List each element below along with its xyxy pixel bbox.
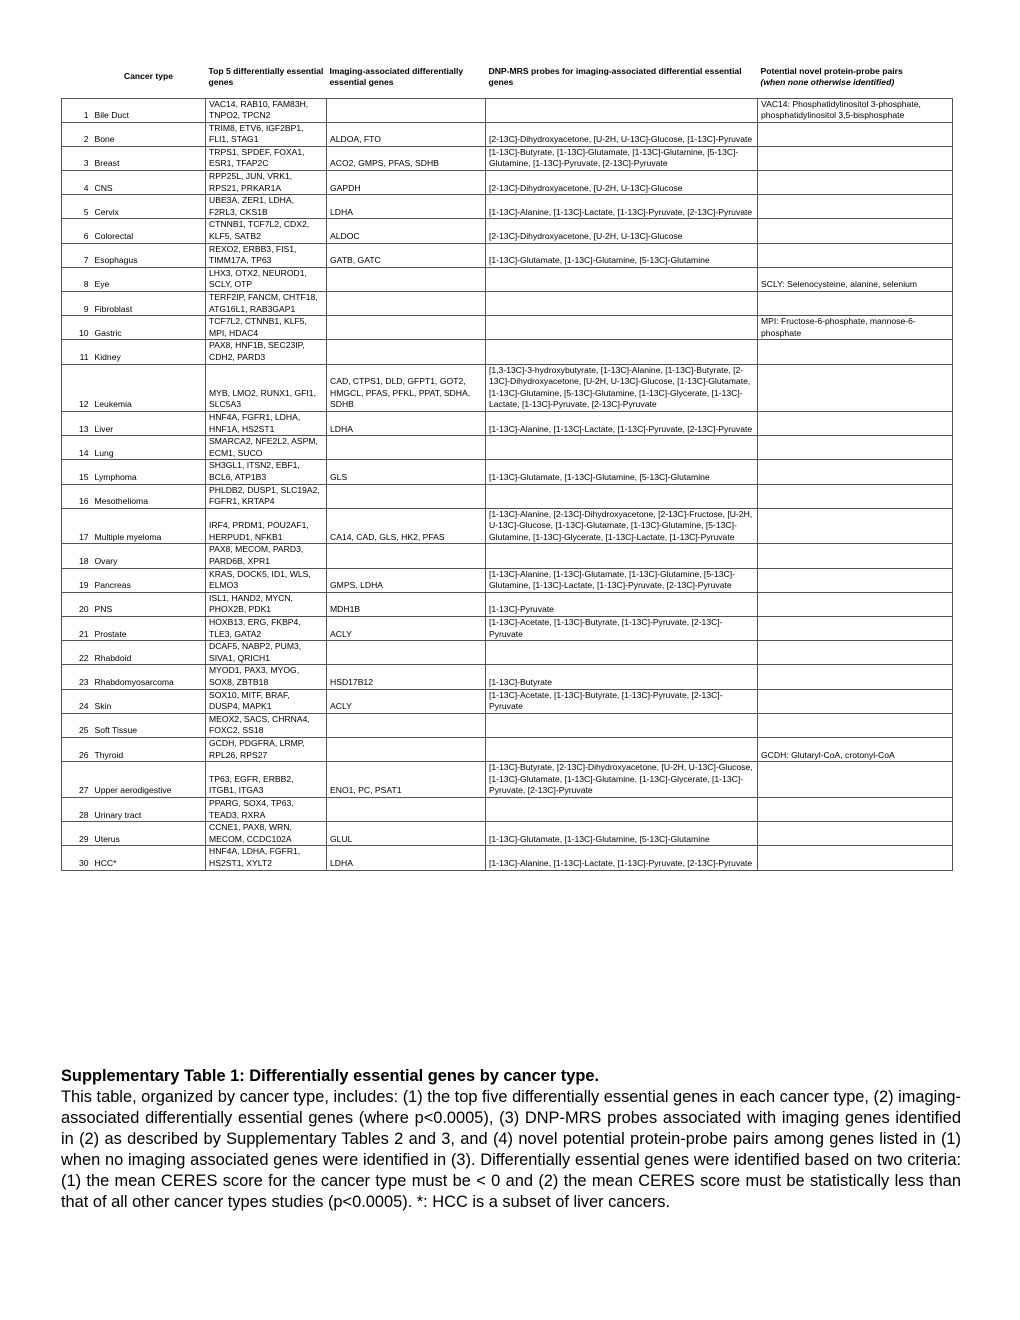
row-imaging-genes — [327, 713, 486, 737]
row-number: 21 — [62, 617, 92, 641]
row-top5-genes: TRPS1, SPDEF, FOXA1, ESR1, TFAP2C — [206, 146, 327, 170]
row-probes: [1-13C]-Glutamate, [1-13C]-Glutamine, [5-13C]-Glutamine — [486, 460, 758, 484]
row-top5-genes: UBE3A, ZER1, LDHA, F2RL3, CKS1B — [206, 195, 327, 219]
row-top5-genes: DCAF5, NABP2, PUM3, SIVA1, QRICH1 — [206, 641, 327, 665]
row-number: 25 — [62, 713, 92, 737]
row-imaging-genes: LDHA — [327, 195, 486, 219]
row-probes: [1,3-13C]-3-hydroxybutyrate, [1-13C]-Alanine, [1-13C]-Butyrate, [2-13C]-Dihydroxyacetone, [U-2H, U-13C]-Glucose, [1-13C]-Glutamate, [1-13C]-Glutamine, [5-13C]-Glutamine, [1-13C]-Glycerate, [1-13C]-Lactate, [1-13C]-Pyruvate, [2-13C]-Pyruvate — [486, 364, 758, 411]
row-cancer-type: CNS — [92, 171, 206, 195]
row-cancer-type: PNS — [92, 592, 206, 616]
row-number: 24 — [62, 689, 92, 713]
row-protein-probe-pairs — [758, 797, 953, 821]
row-probes: [1-13C]-Glutamate, [1-13C]-Glutamine, [5-13C]-Glutamine — [486, 243, 758, 267]
row-top5-genes: IRF4, PRDM1, POU2AF1, HERPUD1, NFKB1 — [206, 508, 327, 544]
row-top5-genes: CTNNB1, TCF7L2, CDX2, KLF5, SATB2 — [206, 219, 327, 243]
table-row — [62, 267, 953, 291]
row-protein-probe-pairs — [758, 340, 953, 364]
row-cancer-type: Fibroblast — [92, 292, 206, 316]
row-protein-probe-pairs — [758, 243, 953, 267]
table-row — [62, 171, 953, 195]
row-cancer-type: Urinary tract — [92, 797, 206, 821]
row-number: 13 — [62, 411, 92, 435]
row-probes: [1-13C]-Alanine, [1-13C]-Lactate, [1-13C]-Pyruvate, [2-13C]-Pyruvate — [486, 195, 758, 219]
row-top5-genes: SOX10, MITF, BRAF, DUSP4, MAPK1 — [206, 689, 327, 713]
table-row — [62, 146, 953, 170]
row-imaging-genes — [327, 340, 486, 364]
row-imaging-genes — [327, 797, 486, 821]
header-probes: DNP-MRS probes for imaging-associated differential essential genes — [488, 65, 742, 87]
row-cancer-type: Upper aerodigestive — [92, 762, 206, 798]
row-cancer-type: Leukemia — [92, 364, 206, 411]
row-top5-genes: MYB, LMO2, RUNX1, GFI1, SLC5A3 — [206, 364, 327, 411]
row-protein-probe-pairs — [758, 364, 953, 411]
row-top5-genes: PHLDB2, DUSP1, SLC19A2, FGFR1, KRTAP4 — [206, 484, 327, 508]
table-row — [62, 846, 953, 870]
row-number: 27 — [62, 762, 92, 798]
row-top5-genes: VAC14, RAB10, FAM83H, TNPO2, TPCN2 — [206, 98, 327, 122]
table-row — [62, 508, 953, 544]
row-protein-probe-pairs — [758, 292, 953, 316]
row-number: 5 — [62, 195, 92, 219]
row-protein-probe-pairs — [758, 641, 953, 665]
row-imaging-genes: LDHA — [327, 846, 486, 870]
row-probes: [1-13C]-Butyrate, [2-13C]-Dihydroxyacetone, [U-2H, U-13C]-Glucose, [1-13C]-Glutamate, [1-13C]-Glutamine, [1-13C]-Glycerate, [1-13C]-Pyruvate, [2-13C]-Pyruvate — [486, 762, 758, 798]
row-imaging-genes: LDHA — [327, 411, 486, 435]
row-cancer-type: Lung — [92, 436, 206, 460]
row-imaging-genes: ALDOC — [327, 219, 486, 243]
row-top5-genes: TCF7L2, CTNNB1, KLF5, MPI, HDAC4 — [206, 316, 327, 340]
table-row — [62, 436, 953, 460]
row-protein-probe-pairs — [758, 689, 953, 713]
row-number: 3 — [62, 146, 92, 170]
header-number — [62, 58, 92, 98]
row-cancer-type: Mesothelioma — [92, 484, 206, 508]
table-row — [62, 617, 953, 641]
row-probes — [486, 98, 758, 122]
table-row — [62, 460, 953, 484]
row-protein-probe-pairs — [758, 592, 953, 616]
row-imaging-genes: GLUL — [327, 822, 486, 846]
table-row — [62, 122, 953, 146]
row-number: 2 — [62, 122, 92, 146]
table-row — [62, 544, 953, 568]
row-protein-probe-pairs — [758, 617, 953, 641]
row-probes — [486, 713, 758, 737]
row-top5-genes: RPP25L, JUN, VRK1, RPS21, PRKAR1A — [206, 171, 327, 195]
row-top5-genes: GCDH, PDGFRA, LRMP, RPL26, RPS27 — [206, 737, 327, 761]
row-probes — [486, 797, 758, 821]
row-probes: [1-13C]-Glutamate, [1-13C]-Glutamine, [5-13C]-Glutamine — [486, 822, 758, 846]
row-top5-genes: REXO2, ERBB3, FIS1, TIMM17A, TP63 — [206, 243, 327, 267]
row-cancer-type: Ovary — [92, 544, 206, 568]
row-number: 30 — [62, 846, 92, 870]
row-number: 11 — [62, 340, 92, 364]
row-protein-probe-pairs — [758, 508, 953, 544]
row-cancer-type: Bone — [92, 122, 206, 146]
row-cancer-type: Lymphoma — [92, 460, 206, 484]
row-top5-genes: PPARG, SOX4, TP63, TEAD3, RXRA — [206, 797, 327, 821]
row-top5-genes: SMARCA2, NFE2L2, ASPM, ECM1, SUCO — [206, 436, 327, 460]
row-probes: [2-13C]-Dihydroxyacetone, [U-2H, U-13C]-Glucose — [486, 219, 758, 243]
row-probes — [486, 737, 758, 761]
table-row — [62, 411, 953, 435]
row-imaging-genes: ACLY — [327, 689, 486, 713]
row-imaging-genes: ALDOA, FTO — [327, 122, 486, 146]
table-row — [62, 641, 953, 665]
row-cancer-type: Skin — [92, 689, 206, 713]
row-cancer-type: Cervix — [92, 195, 206, 219]
row-top5-genes: ISL1, HAND2, MYCN, PHOX2B, PDK1 — [206, 592, 327, 616]
row-protein-probe-pairs — [758, 122, 953, 146]
row-probes: [1-13C]-Alanine, [2-13C]-Dihydroxyacetone, [2-13C]-Fructose, [U-2H, U-13C]-Glucose, [1-13C]-Glutamate, [1-13C]-Glutamine, [5-13C]-Glutamine, [1-13C]-Glycerate, [1-13C]-Lactate, [1-13C]-Pyruvate — [486, 508, 758, 544]
row-number: 16 — [62, 484, 92, 508]
row-probes — [486, 544, 758, 568]
row-imaging-genes: CA14, CAD, GLS, HK2, PFAS — [327, 508, 486, 544]
row-probes: [1-13C]-Acetate, [1-13C]-Butyrate, [1-13C]-Pyruvate, [2-13C]-Pyruvate — [486, 689, 758, 713]
row-cancer-type: Pancreas — [92, 568, 206, 592]
row-protein-probe-pairs — [758, 146, 953, 170]
row-probes — [486, 292, 758, 316]
row-protein-probe-pairs — [758, 484, 953, 508]
row-top5-genes: MEOX2, SACS, CHRNA4, FOXC2, SS18 — [206, 713, 327, 737]
header-pairs-label: Potential novel protein-probe pairs — [760, 65, 903, 76]
row-imaging-genes — [327, 267, 486, 291]
row-protein-probe-pairs — [758, 822, 953, 846]
row-top5-genes: HOXB13, ERG, FKBP4, TLE3, GATA2 — [206, 617, 327, 641]
table-row — [62, 219, 953, 243]
row-top5-genes: CCNE1, PAX8, WRN, MECOM, CCDC102A — [206, 822, 327, 846]
row-number: 18 — [62, 544, 92, 568]
row-cancer-type: Uterus — [92, 822, 206, 846]
row-imaging-genes: HSD17B12 — [327, 665, 486, 689]
table-row — [62, 665, 953, 689]
row-number: 6 — [62, 219, 92, 243]
row-number: 22 — [62, 641, 92, 665]
table-row — [62, 316, 953, 340]
header-imaging: Imaging-associated differentially essential genes — [329, 65, 464, 87]
row-cancer-type: Rhabdomyosarcoma — [92, 665, 206, 689]
row-cancer-type: Prostate — [92, 617, 206, 641]
row-probes: [1-13C]-Alanine, [1-13C]-Lactate, [1-13C]-Pyruvate, [2-13C]-Pyruvate — [486, 411, 758, 435]
row-probes — [486, 316, 758, 340]
table-row — [62, 797, 953, 821]
row-number: 28 — [62, 797, 92, 821]
row-protein-probe-pairs: VAC14: Phosphatidylinositol 3-phosphate, phosphatidylinositol 3,5-bisphosphate — [758, 98, 953, 122]
row-cancer-type: HCC* — [92, 846, 206, 870]
row-imaging-genes — [327, 737, 486, 761]
row-protein-probe-pairs — [758, 568, 953, 592]
row-imaging-genes: MDH1B — [327, 592, 486, 616]
caption-body: This table, organized by cancer type, includes: (1) the top five differentially essential genes in each cancer type, (2) imaging-associated differentially essential genes (where p<0.0005), (3) DNP-MRS probes associated with imaging genes identified in (2) as described by Supplementary Tables 2 and 3, and (4) novel potential protein-probe pairs among genes listed in (1) when no imaging associated genes were identified in (3). Differentially essential genes were identified based on two criteria: (1) the mean CERES score for the cancer type must be < 0 and (2) the mean CERES score must be statistically less than that of all other cancer types studies (p<0.0005). *: HCC is a subset of liver cancers. — [61, 1088, 961, 1211]
header-pairs-note: (when none otherwise identified) — [760, 76, 895, 87]
row-probes — [486, 267, 758, 291]
row-protein-probe-pairs — [758, 544, 953, 568]
row-cancer-type: Colorectal — [92, 219, 206, 243]
header-pairs — [758, 58, 953, 98]
table-header — [62, 58, 953, 98]
row-number: 9 — [62, 292, 92, 316]
row-imaging-genes: GATB, GATC — [327, 243, 486, 267]
table-row — [62, 822, 953, 846]
row-top5-genes: SH3GL1, ITSN2, EBF1, BCL6, ATP1B3 — [206, 460, 327, 484]
row-probes — [486, 641, 758, 665]
supplementary-table — [61, 58, 952, 871]
row-protein-probe-pairs — [758, 460, 953, 484]
row-number: 19 — [62, 568, 92, 592]
row-imaging-genes — [327, 641, 486, 665]
row-top5-genes: TERF2IP, FANCM, CHTF18, ATG16L1, RAB3GAP1 — [206, 292, 327, 316]
row-cancer-type: Eye — [92, 267, 206, 291]
row-probes: [1-13C]-Acetate, [1-13C]-Butyrate, [1-13C]-Pyruvate, [2-13C]-Pyruvate — [486, 617, 758, 641]
row-protein-probe-pairs — [758, 665, 953, 689]
row-probes: [1-13C]-Butyrate, [1-13C]-Glutamate, [1-13C]-Glutamine, [5-13C]-Glutamine, [1-13C]-Pyruvate, [2-13C]-Pyruvate — [486, 146, 758, 170]
row-number: 14 — [62, 436, 92, 460]
row-number: 12 — [62, 364, 92, 411]
table-body — [62, 98, 953, 870]
row-imaging-genes: ENO1, PC, PSAT1 — [327, 762, 486, 798]
row-protein-probe-pairs — [758, 846, 953, 870]
row-imaging-genes — [327, 484, 486, 508]
table-row — [62, 713, 953, 737]
row-imaging-genes — [327, 544, 486, 568]
table-row — [62, 292, 953, 316]
row-protein-probe-pairs: GCDH: Glutaryl-CoA, crotonyl-CoA — [758, 737, 953, 761]
row-cancer-type: Esophagus — [92, 243, 206, 267]
row-imaging-genes: CAD, CTPS1, DLD, GFPT1, GOT2, HMGCL, PFAS, PFKL, PPAT, SDHA, SDHB — [327, 364, 486, 411]
row-protein-probe-pairs — [758, 436, 953, 460]
row-probes: [1-13C]-Butyrate — [486, 665, 758, 689]
row-cancer-type: Soft Tissue — [92, 713, 206, 737]
table-row — [62, 568, 953, 592]
row-imaging-genes — [327, 436, 486, 460]
table-row — [62, 98, 953, 122]
row-top5-genes: HNF4A, LDHA, FGFR1, HS2ST1, XYLT2 — [206, 846, 327, 870]
row-number: 26 — [62, 737, 92, 761]
row-top5-genes: KRAS, DOCK5, ID1, WLS, ELMO3 — [206, 568, 327, 592]
row-top5-genes: MYOD1, PAX3, MYOG, SOX8, ZBTB18 — [206, 665, 327, 689]
row-protein-probe-pairs — [758, 713, 953, 737]
row-number: 4 — [62, 171, 92, 195]
row-imaging-genes: GMPS, LDHA — [327, 568, 486, 592]
row-imaging-genes — [327, 98, 486, 122]
row-probes: [2-13C]-Dihydroxyacetone, [U-2H, U-13C]-Glucose, [1-13C]-Pyruvate — [486, 122, 758, 146]
row-cancer-type: Liver — [92, 411, 206, 435]
table-row — [62, 592, 953, 616]
row-probes — [486, 484, 758, 508]
table-row — [62, 195, 953, 219]
row-cancer-type: Bile Duct — [92, 98, 206, 122]
row-probes: [1-13C]-Pyruvate — [486, 592, 758, 616]
row-top5-genes: TP63, EGFR, ERBB2, ITGB1, ITGA3 — [206, 762, 327, 798]
row-number: 8 — [62, 267, 92, 291]
row-cancer-type: Multiple myeloma — [92, 508, 206, 544]
row-number: 1 — [62, 98, 92, 122]
table-row — [62, 689, 953, 713]
row-probes — [486, 436, 758, 460]
row-cancer-type: Thyroid — [92, 737, 206, 761]
row-number: 29 — [62, 822, 92, 846]
row-protein-probe-pairs — [758, 171, 953, 195]
table-row — [62, 364, 953, 411]
row-probes: [1-13C]-Alanine, [1-13C]-Lactate, [1-13C]-Pyruvate, [2-13C]-Pyruvate — [486, 846, 758, 870]
genes-table — [61, 58, 953, 871]
table-row — [62, 762, 953, 798]
row-probes: [2-13C]-Dihydroxyacetone, [U-2H, U-13C]-Glucose — [486, 171, 758, 195]
row-protein-probe-pairs — [758, 219, 953, 243]
row-number: 15 — [62, 460, 92, 484]
row-cancer-type: Breast — [92, 146, 206, 170]
row-top5-genes: PAX8, HNF1B, SEC23IP, CDH2, PARD3 — [206, 340, 327, 364]
row-cancer-type: Gastric — [92, 316, 206, 340]
header-top5: Top 5 differentially essential genes — [208, 65, 324, 87]
row-number: 10 — [62, 316, 92, 340]
row-cancer-type: Kidney — [92, 340, 206, 364]
table-caption — [61, 1066, 961, 1213]
row-imaging-genes: ACO2, GMPS, PFAS, SDHB — [327, 146, 486, 170]
caption-title: Supplementary Table 1: Differentially essential genes by cancer type. — [61, 1067, 600, 1085]
row-cancer-type: Rhabdoid — [92, 641, 206, 665]
row-number: 17 — [62, 508, 92, 544]
row-top5-genes: HNF4A, FGFR1, LDHA, HNF1A, HS2ST1 — [206, 411, 327, 435]
row-top5-genes: LHX3, OTX2, NEUROD1, SCLY, OTP — [206, 267, 327, 291]
row-top5-genes: TRIM8, ETV6, IGF2BP1, FLI1, STAG1 — [206, 122, 327, 146]
table-row — [62, 243, 953, 267]
table-row — [62, 340, 953, 364]
row-probes — [486, 340, 758, 364]
row-protein-probe-pairs: SCLY: Selenocysteine, alanine, selenium — [758, 267, 953, 291]
row-protein-probe-pairs — [758, 762, 953, 798]
table-row — [62, 737, 953, 761]
row-protein-probe-pairs — [758, 195, 953, 219]
row-imaging-genes: ACLY — [327, 617, 486, 641]
header-cancer-type: Cancer type — [123, 71, 174, 82]
row-number: 7 — [62, 243, 92, 267]
row-protein-probe-pairs: MPI: Fructose-6-phosphate, mannose-6-phosphate — [758, 316, 953, 340]
row-imaging-genes — [327, 316, 486, 340]
row-imaging-genes: GAPDH — [327, 171, 486, 195]
row-number: 23 — [62, 665, 92, 689]
row-number: 20 — [62, 592, 92, 616]
row-probes: [1-13C]-Alanine, [1-13C]-Glutamate, [1-13C]-Glutamine, [5-13C]-Glutamine, [1-13C]-Lactate, [1-13C]-Pyruvate, [2-13C]-Pyruvate — [486, 568, 758, 592]
row-top5-genes: PAX8, MECOM, PARD3, PARD6B, XPR1 — [206, 544, 327, 568]
row-imaging-genes — [327, 292, 486, 316]
row-protein-probe-pairs — [758, 411, 953, 435]
row-imaging-genes: GLS — [327, 460, 486, 484]
table-row — [62, 484, 953, 508]
